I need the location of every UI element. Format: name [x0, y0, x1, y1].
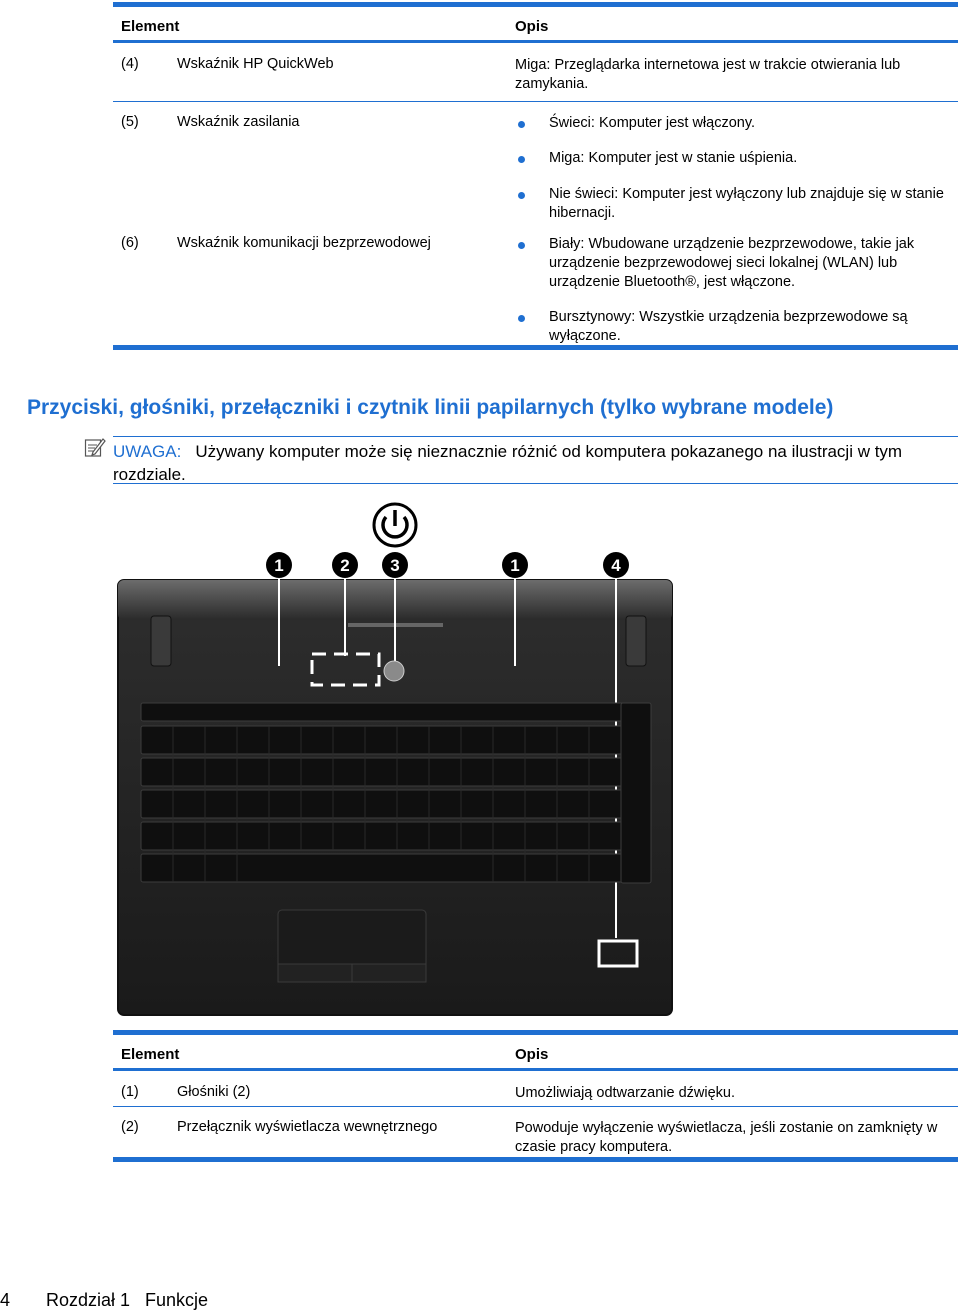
page-number: 4 [0, 1290, 11, 1310]
table-row: (5) Wskaźnik zasilania Świeci: Komputer jest włączony. Miga: Komputer jest w stanie uśpienia. Nie świeci: Komputer jest wyłączony lub znajduje się w stanie hibernacji. [121, 114, 944, 221]
bullet-icon [518, 315, 525, 322]
row-description: Umożliwiają odtwarzanie dźwięku. [515, 1085, 736, 1101]
table-header [113, 1035, 958, 1071]
table-header [113, 7, 958, 43]
svg-text:1: 1 [510, 556, 520, 575]
row-number: (6) [121, 235, 139, 251]
power-icon [374, 504, 416, 546]
table-row [113, 1107, 958, 1157]
note-label: UWAGA: [113, 442, 182, 461]
row-name: Wskaźnik zasilania [177, 114, 300, 130]
row-name: Wskaźnik komunikacji bezprzewodowej [177, 235, 431, 251]
table-row [113, 43, 958, 102]
row-name: Wskaźnik HP QuickWeb [177, 56, 334, 72]
row-number: (4) [121, 56, 139, 72]
row-name: Głośniki (2) [177, 1084, 251, 1100]
header-element: Element [121, 18, 180, 35]
header-opis: Opis [515, 1046, 549, 1063]
table-row: (6) Wskaźnik komunikacji bezprzewodowej Biały: Wbudowane urządzenie bezprzewodowe, takie jak urządzenie bezprzewodowej sieci lokalnej (WLAN) lub urządzenie Bluetooth®, jest włączone. Bursztynowy: Wszystkie urządzenia bezprzewodowe są wyłączone. [121, 235, 915, 344]
row-description: Miga: Przeglądarka internetowa jest w trakcie otwierania lub zamykania. [515, 57, 901, 92]
header-element: Element [121, 1046, 180, 1063]
top-table [113, 2, 958, 350]
note-body: Używany komputer może się nieznacznie różnić od komputera pokazanego na ilustracji w tym rozdziale. [113, 442, 903, 484]
bullet-icon [518, 156, 525, 163]
callout-markers [266, 552, 629, 578]
row-description: Powoduje wyłączenie wyświetlacza, jeśli zostanie on zamknięty w czasie pracy komputera. [515, 1120, 938, 1155]
laptop-keyboard-illustration [116, 498, 676, 1018]
bottom-table [113, 1030, 958, 1162]
section-title: Przyciski, głośniki, przełączniki i czytnik linii papilarnych (tylko wybrane modele) [27, 396, 834, 419]
row-number: (1) [121, 1084, 139, 1100]
table-row [113, 1071, 958, 1107]
row-name: Przełącznik wyświetlacza wewnętrznego [177, 1119, 438, 1135]
bullet-icon [518, 242, 525, 249]
table-bottom-rule [113, 1157, 958, 1162]
svg-text:4: 4 [611, 556, 621, 575]
svg-text:3: 3 [390, 556, 400, 575]
note-icon [84, 436, 106, 458]
chapter-label: Rozdział 1 Funkcje [46, 1290, 209, 1310]
svg-text:2: 2 [340, 556, 350, 575]
bullet-icon [518, 121, 525, 128]
svg-text:1: 1 [274, 556, 284, 575]
row-number: (5) [121, 114, 139, 130]
note-text [113, 440, 953, 486]
note-box [113, 436, 958, 484]
bullet-icon [518, 192, 525, 199]
header-opis: Opis [515, 18, 549, 35]
row-number: (2) [121, 1119, 139, 1135]
